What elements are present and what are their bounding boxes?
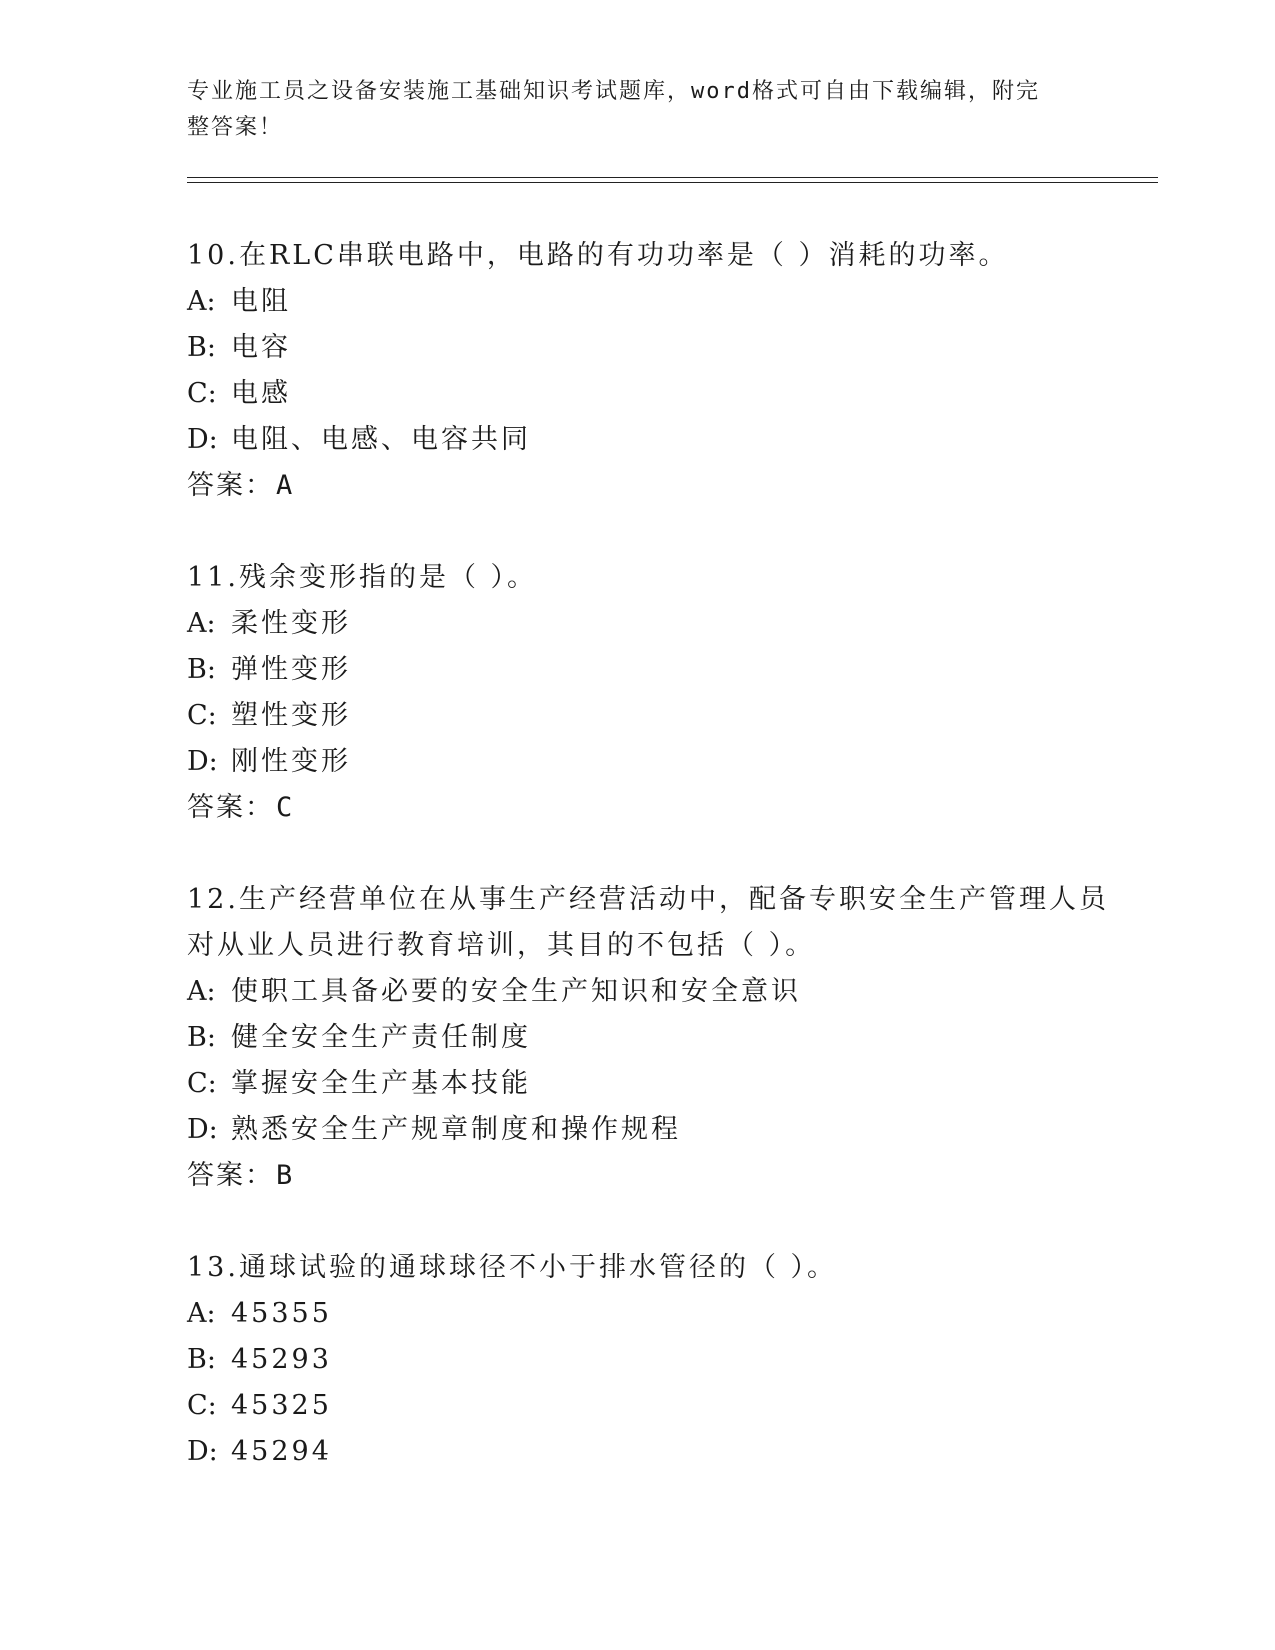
answer-value: B — [276, 1160, 295, 1191]
question-text-line-1: 12.生产经营单位在从事生产经营活动中，配备专职安全生产管理人员 — [187, 884, 1109, 915]
answer-label: 答案： — [187, 470, 274, 501]
question-text: 11.残余变形指的是（ ）。 — [187, 562, 538, 593]
option-text: 掌握安全生产基本技能 — [231, 1068, 531, 1099]
header-line-2: 整答案！ — [187, 115, 284, 140]
answer-line — [187, 463, 1087, 509]
option-text: 塑性变形 — [231, 700, 351, 731]
option-text: 使职工具备必要的安全生产知识和安全意识 — [231, 976, 801, 1007]
option-b — [187, 1015, 1087, 1061]
answer-value: C — [276, 792, 295, 823]
option-key: B: — [187, 1344, 216, 1375]
header-line-1: 专业施工员之设备安装施工基础知识考试题库，word格式可自由下载编辑，附完 — [187, 79, 1040, 104]
answer-value: A — [276, 470, 295, 501]
option-a — [187, 1291, 1087, 1337]
header-divider-top — [187, 177, 1158, 178]
option-text: 45355 — [231, 1298, 332, 1329]
question-12 — [187, 877, 1109, 1199]
answer-label: 答案： — [187, 1160, 274, 1191]
option-text: 电阻 — [231, 286, 291, 317]
option-text: 45325 — [231, 1390, 332, 1421]
option-d — [187, 1107, 1087, 1153]
question-text: 10.在RLC串联电路中，电路的有功功率是（ ）消耗的功率。 — [187, 240, 1009, 271]
option-b — [187, 325, 1087, 371]
question-text-line-2: 对从业人员进行教育培训，其目的不包括（ ）。 — [187, 930, 816, 961]
document-header — [187, 74, 1067, 146]
option-d — [187, 417, 1087, 463]
option-d — [187, 739, 1087, 785]
question-11 — [187, 555, 1087, 831]
option-text: 刚性变形 — [231, 746, 351, 777]
option-text: 45294 — [231, 1436, 332, 1467]
answer-line — [187, 1153, 1087, 1199]
option-d — [187, 1429, 1087, 1475]
option-key: C: — [187, 378, 217, 409]
option-text: 健全安全生产责任制度 — [231, 1022, 531, 1053]
option-key: C: — [187, 1068, 217, 1099]
option-key: A: — [187, 608, 216, 639]
option-c — [187, 371, 1087, 417]
option-key: B: — [187, 654, 216, 685]
option-c — [187, 1383, 1087, 1429]
option-key: B: — [187, 1022, 216, 1053]
option-key: A: — [187, 976, 216, 1007]
option-key: A: — [187, 286, 216, 317]
option-b — [187, 1337, 1087, 1383]
option-key: D: — [187, 424, 218, 455]
question-10 — [187, 233, 1087, 509]
option-key: C: — [187, 700, 217, 731]
option-a — [187, 969, 1087, 1015]
option-key: A: — [187, 1298, 216, 1329]
option-key: D: — [187, 1114, 218, 1145]
answer-label: 答案： — [187, 792, 274, 823]
option-key: B: — [187, 332, 216, 363]
option-text: 电容 — [231, 332, 291, 363]
option-text: 电阻、电感、电容共同 — [231, 424, 531, 455]
option-c — [187, 1061, 1087, 1107]
option-c — [187, 693, 1087, 739]
option-text: 电感 — [231, 378, 291, 409]
option-text: 弹性变形 — [231, 654, 351, 685]
question-13 — [187, 1245, 1087, 1475]
option-text: 45293 — [231, 1344, 332, 1375]
option-text: 熟悉安全生产规章制度和操作规程 — [231, 1114, 681, 1145]
option-text: 柔性变形 — [231, 608, 351, 639]
option-key: D: — [187, 746, 218, 777]
question-list — [187, 233, 1109, 1521]
answer-line — [187, 785, 1087, 831]
option-a — [187, 601, 1087, 647]
option-a — [187, 279, 1087, 325]
option-key: D: — [187, 1436, 218, 1467]
header-divider-bottom — [187, 182, 1158, 183]
option-key: C: — [187, 1390, 217, 1421]
option-b — [187, 647, 1087, 693]
question-text: 13.通球试验的通球球径不小于排水管径的（ ）。 — [187, 1252, 838, 1283]
